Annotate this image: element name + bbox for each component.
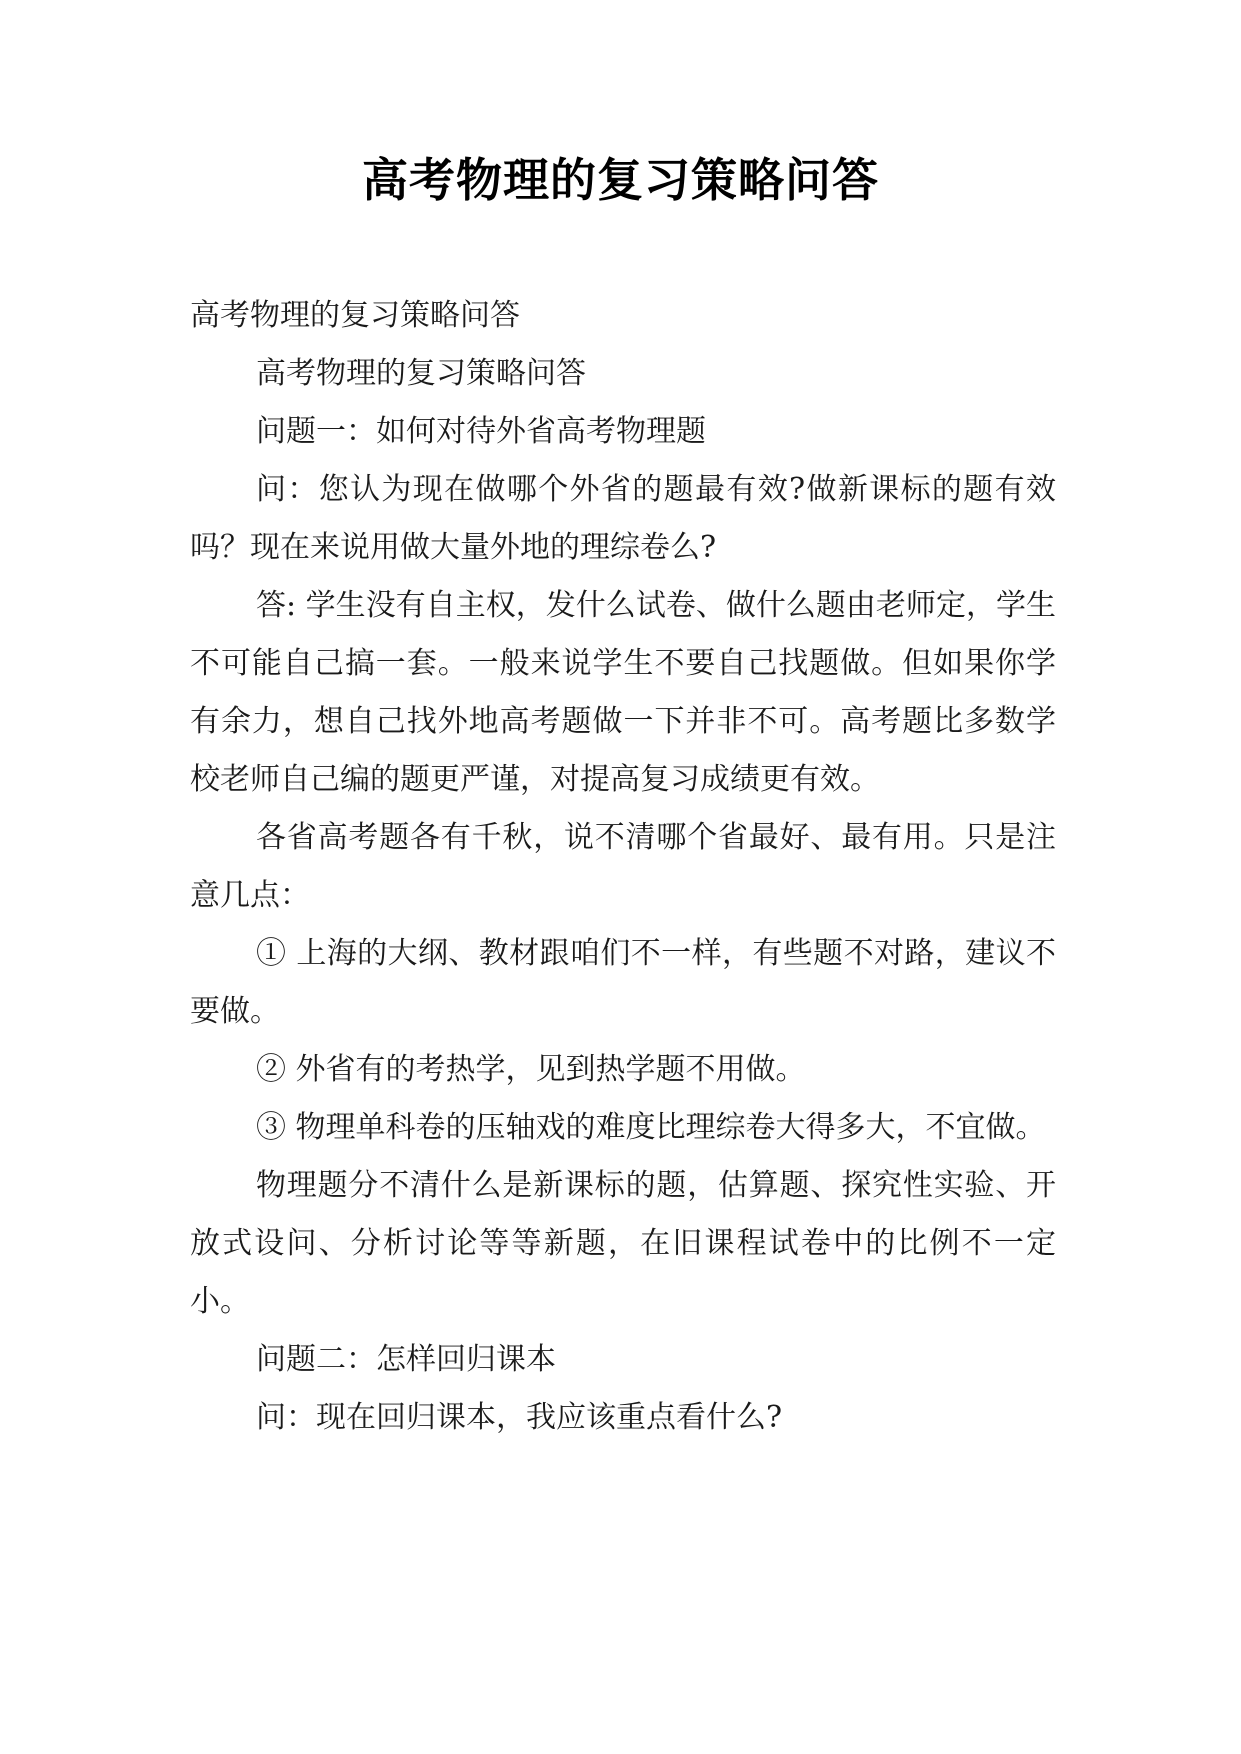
document-title: 高考物理的复习策略问答 — [362, 153, 879, 207]
paragraph-notes-intro: 各省高考题各有千秋，说不清哪个省最好、最有用。只是注意几点： — [190, 820, 1056, 913]
paragraph-question-two-heading: 问题二：怎样回归课本 — [256, 1342, 556, 1377]
paragraph-new-curriculum: 物理题分不清什么是新课标的题，估算题、探究性实验、开放式设问、分析讨论等等新题，在旧课程试卷中的比例不一定小。 — [190, 1168, 1056, 1319]
paragraph-note-1: ① 上海的大纲、教材跟咱们不一样，有些题不对路，建议不要做。 — [190, 936, 1056, 1029]
paragraph-subtitle: 高考物理的复习策略问答 — [256, 356, 586, 391]
paragraph-question-one-heading: 问题一：如何对待外省高考物理题 — [256, 414, 706, 449]
paragraph-note-3: ③ 物理单科卷的压轴戏的难度比理综卷大得多大，不宜做。 — [256, 1110, 1046, 1145]
paragraph-note-2: ② 外省有的考热学，见到热学题不用做。 — [256, 1052, 806, 1087]
paragraph-heading-repeat: 高考物理的复习策略问答 — [190, 298, 520, 333]
paragraph-question-one: 问：您认为现在做哪个外省的题最有效?做新课标的题有效吗？现在来说用做大量外地的理综卷么? — [190, 472, 1056, 565]
paragraph-answer-one: 答: 学生没有自主权，发什么试卷、做什么题由老师定，学生不可能自己搞一套。一般来说学生不要自己找题做。但如果你学有余力，想自己找外地高考题做一下并非不可。高考题比多数学校老师自己编的题更严谨，对提高复习成绩更有效。 — [190, 588, 1056, 797]
document-body — [190, 287, 1056, 1447]
paragraph-question-two: 问：现在回归课本，我应该重点看什么? — [256, 1400, 783, 1435]
